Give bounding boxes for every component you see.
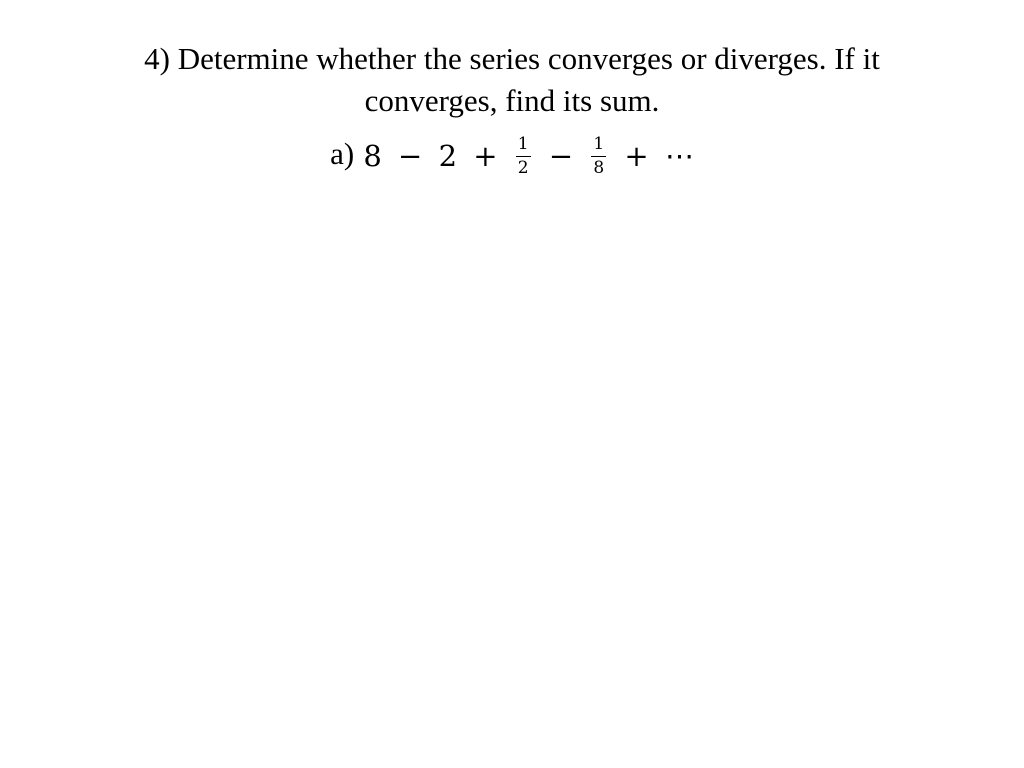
fraction-numerator: 1 bbox=[591, 135, 606, 157]
minus-operator: − bbox=[548, 139, 574, 173]
minus-operator: − bbox=[398, 139, 423, 173]
plus-operator: + bbox=[624, 139, 649, 173]
fraction-one-half bbox=[516, 135, 531, 178]
fraction-denominator: 8 bbox=[593, 157, 605, 178]
fraction-denominator: 2 bbox=[517, 157, 529, 178]
problem-line-2: converges, find its sum. bbox=[364, 83, 660, 118]
series-term-2: 2 bbox=[438, 139, 458, 173]
problem-line-1: 4) Determine whether the series converges or diverges. If it bbox=[144, 41, 880, 76]
part-a-series bbox=[0, 124, 1024, 186]
ellipsis: ⋯ bbox=[664, 139, 694, 173]
fraction-one-eighth bbox=[591, 135, 606, 178]
series-term-8: 8 bbox=[363, 139, 382, 173]
plus-operator: + bbox=[473, 139, 498, 173]
fraction-numerator: 1 bbox=[516, 135, 531, 157]
part-a-label: a) bbox=[330, 136, 355, 171]
problem-statement bbox=[40, 38, 984, 122]
